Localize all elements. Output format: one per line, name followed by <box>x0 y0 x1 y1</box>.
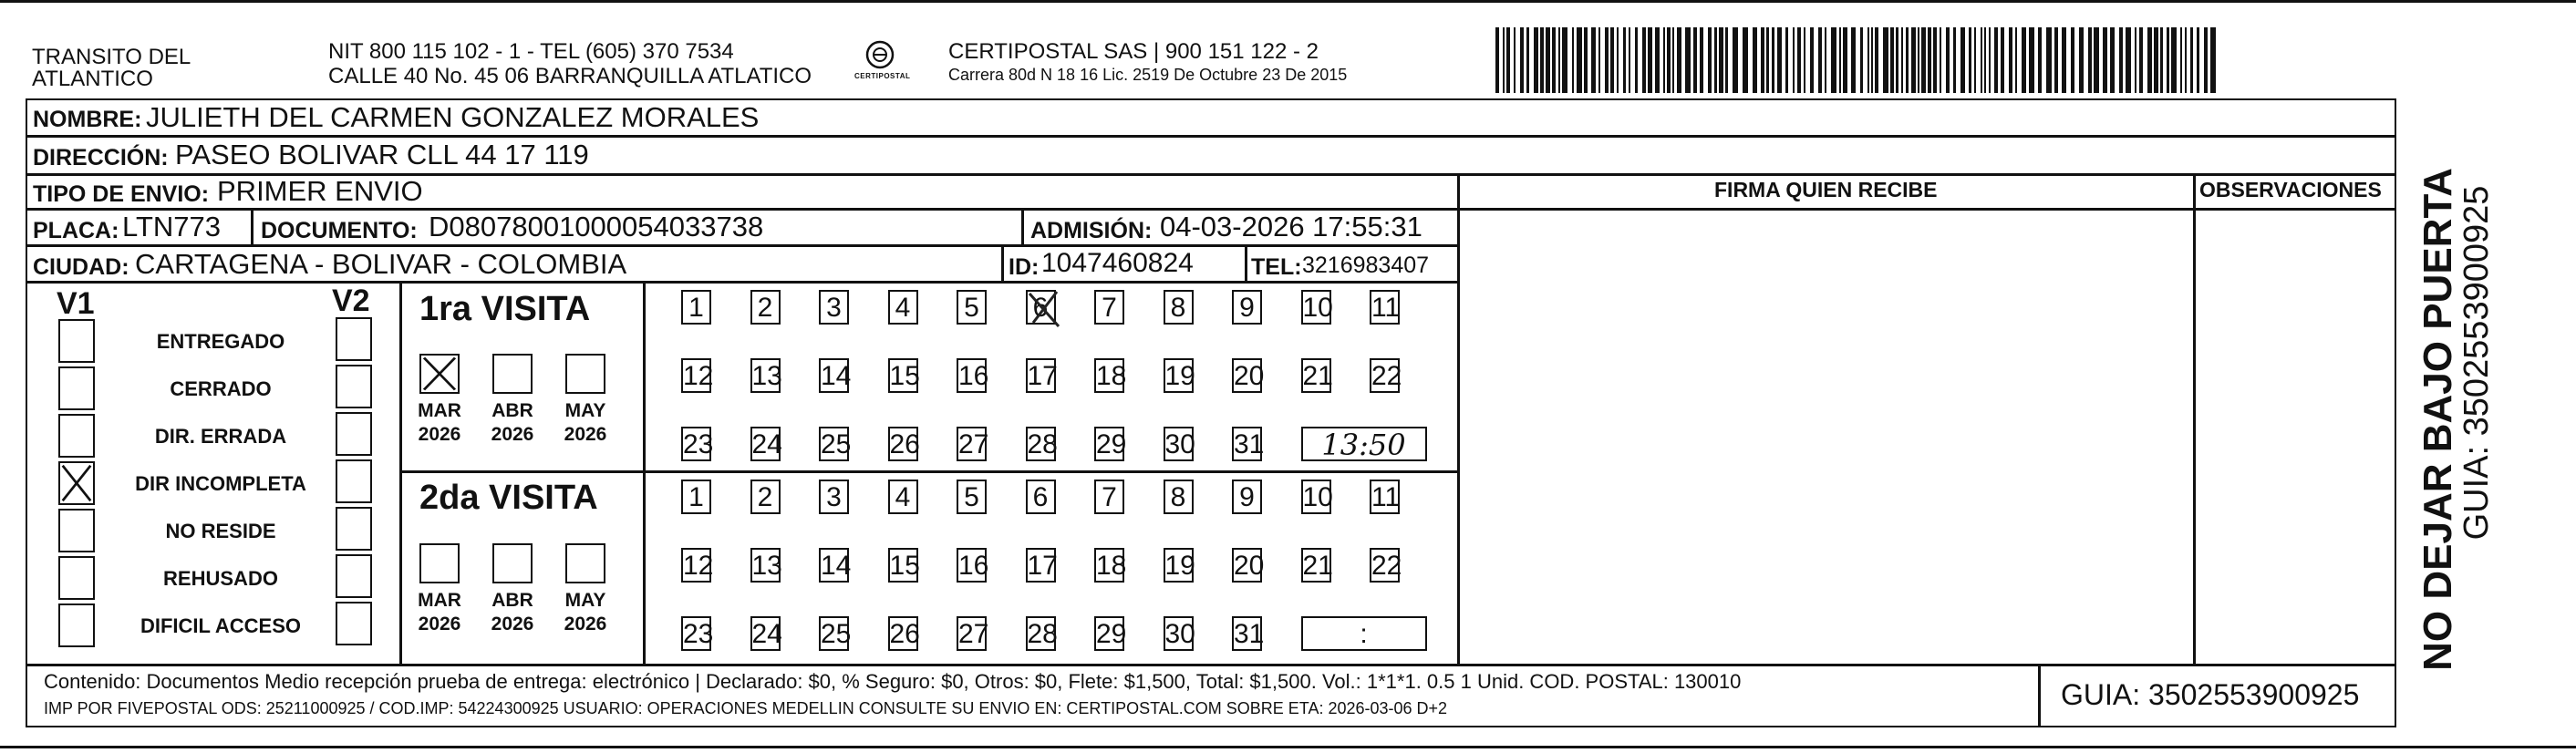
day-box: 13 <box>750 548 781 583</box>
time-box: : <box>1301 616 1427 651</box>
barcode-bar <box>2009 27 2012 93</box>
barcode-bar <box>1928 27 1931 93</box>
barcode-bar <box>1851 27 1856 93</box>
barcode-bar <box>1693 27 1697 93</box>
barcode-bar <box>1797 27 1801 93</box>
barcode-bar <box>1610 27 1614 93</box>
day-box: 30 <box>1164 616 1194 651</box>
bottom-border <box>0 746 2576 748</box>
barcode-bar <box>1906 27 1909 93</box>
day-box: 27 <box>957 427 987 461</box>
month-checkbox <box>565 354 605 394</box>
barcode-bar <box>1642 27 1646 93</box>
day-box: 17 <box>1026 548 1056 583</box>
barcode-bar <box>1918 27 1919 93</box>
day-box: 5 <box>957 290 987 325</box>
day-box: 17 <box>1026 358 1056 393</box>
barcode-bar <box>1839 27 1841 93</box>
barcode-bar <box>2180 27 2182 93</box>
barcode-bar <box>1648 27 1652 93</box>
v2-checkbox <box>336 412 372 456</box>
barcode-bar <box>2171 27 2177 93</box>
day-box: 7 <box>1094 480 1124 514</box>
tel-label: TEL: <box>1251 254 1302 280</box>
month-checkbox <box>419 543 460 583</box>
tel-value: 3216983407 <box>1302 253 1430 278</box>
reason-label: DIR. ERRADA <box>154 425 287 448</box>
day-box: 20 <box>1232 358 1262 393</box>
month-label: ABR 2026 <box>491 590 534 635</box>
barcode-bar <box>2088 27 2092 93</box>
reason-label: ENTREGADO <box>156 330 285 353</box>
barcode-bar <box>1825 27 1826 93</box>
day-box: 1 <box>681 480 711 514</box>
barcode-bar <box>1753 27 1757 93</box>
nit-line: NIT 800 115 102 - 1 - TEL (605) 370 7534 <box>328 39 734 64</box>
barcode-bar <box>1503 27 1505 93</box>
barcode-bar <box>1901 27 1903 93</box>
barcode-bar <box>2015 27 2017 93</box>
barcode-bar <box>1700 27 1703 93</box>
guia-box: GUIA: 3502553900925 <box>2061 678 2360 711</box>
day-box: 2 <box>750 290 781 325</box>
barcode-bar <box>2094 27 2099 93</box>
day-box: 22 <box>1370 548 1400 583</box>
month-label: MAY 2026 <box>564 400 607 446</box>
barcode-bar <box>1719 27 1723 93</box>
first-visit-title: 1ra VISITA <box>419 290 591 328</box>
day-box: 25 <box>819 616 849 651</box>
day-box: 29 <box>1094 616 1124 651</box>
barcode-bar <box>1981 27 1982 93</box>
barcode-bar <box>2046 27 2052 93</box>
v2-label: V2 <box>332 284 370 318</box>
tipo-envio-label: TIPO DE ENVIO: <box>33 181 210 207</box>
barcode-bar <box>1495 27 1499 93</box>
documento-label: DOCUMENTO: <box>261 218 418 243</box>
day-box: 21 <box>1301 358 1331 393</box>
barcode-bar <box>1831 27 1836 93</box>
courier-line: CERTIPOSTAL SAS | 900 151 122 - 2 <box>948 39 1319 64</box>
day-box: 23 <box>681 616 711 651</box>
certipostal-logo-icon <box>853 36 907 91</box>
barcode-bar <box>2062 27 2066 93</box>
day-box: 1 <box>681 290 711 325</box>
barcode-bar <box>1785 27 1788 93</box>
barcode-bar <box>1804 27 1805 93</box>
day-box: 28 <box>1026 616 1056 651</box>
barcode-bar <box>1883 27 1888 93</box>
month-label: ABR 2026 <box>491 400 534 446</box>
barcode-bar <box>1793 27 1795 93</box>
barcode-bar <box>1677 27 1681 93</box>
day-box: 14 <box>819 548 849 583</box>
barcode-bar <box>1911 27 1916 93</box>
barcode-bar <box>1617 27 1619 93</box>
v1-checkbox <box>58 509 95 552</box>
day-box: 8 <box>1164 290 1194 325</box>
barcode-bar <box>1772 27 1774 93</box>
barcode-bar <box>2054 27 2058 93</box>
barcode-bar <box>1940 27 1941 93</box>
day-box: 31 <box>1232 616 1262 651</box>
barcode-bar <box>2038 27 2042 93</box>
license-line: Carrera 80d N 18 16 Lic. 2519 De Octubre 23 De 2015 <box>948 66 1348 84</box>
barcode-bar <box>1629 27 1630 93</box>
barcode-bar <box>1953 27 1956 93</box>
day-box: 4 <box>888 290 918 325</box>
barcode-bar <box>1733 27 1738 93</box>
barcode-bar <box>1714 27 1717 93</box>
day-box: 19 <box>1164 548 1194 583</box>
issuer-name-line2: ATLANTICO <box>32 67 153 91</box>
day-box: 10 <box>1301 290 1331 325</box>
firma-header: FIRMA QUIEN RECIBE <box>1714 178 1938 201</box>
barcode-bar <box>1534 27 1538 93</box>
barcode-bar <box>1584 27 1588 93</box>
barcode-bar <box>1725 27 1728 93</box>
barcode-bar <box>1552 27 1556 93</box>
placa-value: LTN773 <box>122 211 221 242</box>
month-checkbox <box>419 354 460 394</box>
nombre-label: NOMBRE: <box>33 107 142 132</box>
barcode-bar <box>1896 27 1898 93</box>
barcode-bar <box>1875 27 1878 93</box>
day-box: 5 <box>957 480 987 514</box>
nombre-value: JULIETH DEL CARMEN GONZALEZ MORALES <box>146 101 760 133</box>
day-box: 9 <box>1232 480 1262 514</box>
barcode-bar <box>1810 27 1814 93</box>
v2-checkbox <box>336 459 372 503</box>
barcode-bar <box>1860 27 1863 93</box>
day-box: 2 <box>750 480 781 514</box>
barcode-bar <box>1526 27 1529 93</box>
month-checkbox <box>492 354 533 394</box>
v1-checkbox <box>58 603 95 647</box>
barcode-bar <box>1766 27 1769 93</box>
v2-checkbox <box>336 507 372 551</box>
day-box: 3 <box>819 290 849 325</box>
barcode-bar <box>1969 27 1971 93</box>
barcode-bar <box>2154 27 2158 93</box>
v2-checkbox <box>336 365 372 408</box>
day-box: 14 <box>819 358 849 393</box>
reason-label: CERRADO <box>170 377 272 400</box>
barcode-bar <box>1577 27 1582 93</box>
barcode-bar <box>1520 27 1524 93</box>
barcode-bar <box>2079 27 2084 93</box>
direccion-label: DIRECCIÓN: <box>33 145 169 170</box>
day-box: 3 <box>819 480 849 514</box>
v1-checkbox <box>58 461 95 505</box>
barcode-bar <box>1777 27 1782 93</box>
side-guia: GUIA: 3502553900925 <box>2457 185 2496 541</box>
id-value: 1047460824 <box>1041 248 1194 278</box>
imp-line: IMP POR FIVEPOSTAL ODS: 25211000925 / COD.IMP: 54224300925 USUARIO: OPERACIONES MEDELLIN CONSULTE SU ENVIO EN: CERTIPOSTAL.COM SOBRE ETA: 2026-03-06 D+2 <box>44 699 1448 717</box>
barcode-bar <box>2185 27 2187 93</box>
issuer-address: CALLE 40 No. 45 06 BARRANQUILLA ATLATICO <box>328 64 812 88</box>
barcode-bar <box>2139 27 2143 93</box>
v1-checkbox <box>58 366 95 410</box>
barcode-bar <box>1946 27 1950 93</box>
day-box: 6 <box>1026 480 1056 514</box>
ciudad-value: CARTAGENA - BOLIVAR - COLOMBIA <box>135 248 627 280</box>
v2-checkbox <box>336 554 372 598</box>
v1-checkbox <box>58 556 95 600</box>
barcode-bar <box>2001 27 2004 93</box>
barcode-bar <box>1558 27 1560 93</box>
barcode-bar <box>2197 27 2199 93</box>
day-box: 12 <box>681 358 711 393</box>
day-box: 18 <box>1094 358 1124 393</box>
v1-label: V1 <box>57 286 95 321</box>
second-visit-title: 2da VISITA <box>419 479 598 517</box>
barcode-bar <box>2135 27 2136 93</box>
day-box: 25 <box>819 427 849 461</box>
id-label: ID: <box>1009 254 1040 280</box>
barcode-bar <box>1623 27 1626 93</box>
barcode-bar <box>2204 27 2208 93</box>
day-box: 15 <box>888 548 918 583</box>
barcode-bar <box>2071 27 2074 93</box>
day-box: 6 <box>1026 290 1056 325</box>
barcode-bar <box>1591 27 1596 93</box>
observaciones-header: OBSERVACIONES <box>2199 178 2382 201</box>
month-checkbox <box>565 543 605 583</box>
issuer-name-line1: TRANSITO DEL <box>32 45 191 69</box>
barcode-bar <box>1867 27 1869 93</box>
barcode-bar <box>1933 27 1937 93</box>
day-box: 20 <box>1232 548 1262 583</box>
v1-checkbox <box>58 319 95 363</box>
barcode-bar <box>1843 27 1847 93</box>
day-box: 24 <box>750 616 781 651</box>
barcode-bar <box>1506 27 1510 93</box>
barcode-bar <box>1598 27 1600 93</box>
barcode-bar <box>1572 27 1574 93</box>
day-box: 30 <box>1164 427 1194 461</box>
barcode-bar <box>1655 27 1660 93</box>
day-mark-icon <box>1024 286 1064 332</box>
barcode-bar <box>1562 27 1567 93</box>
top-border <box>0 0 2576 3</box>
day-box: 11 <box>1370 480 1400 514</box>
day-box: 11 <box>1370 290 1400 325</box>
day-box: 31 <box>1232 427 1262 461</box>
direccion-value: PASEO BOLIVAR CLL 44 17 119 <box>175 139 589 170</box>
day-box: 15 <box>888 358 918 393</box>
barcode-bar <box>1984 27 1986 93</box>
month-label: MAR 2026 <box>418 400 461 446</box>
barcode-bar <box>1546 27 1550 93</box>
barcode-bar <box>1921 27 1926 93</box>
day-box: 18 <box>1094 548 1124 583</box>
month-label: MAR 2026 <box>418 590 461 635</box>
no-dejar-bajo-puerta: NO DEJAR BAJO PUERTA <box>2416 168 2460 671</box>
barcode-bar <box>2190 27 2193 93</box>
barcode-bar <box>1672 27 1674 93</box>
barcode-bar <box>1663 27 1665 93</box>
barcode-bar <box>1514 27 1516 93</box>
documento-value: D08078001000054033738 <box>429 211 764 242</box>
barcode-bar <box>1974 27 1976 93</box>
day-box: 29 <box>1094 427 1124 461</box>
month-label: MAY 2026 <box>564 590 607 635</box>
barcode-bar <box>1605 27 1609 93</box>
v2-checkbox <box>336 602 372 645</box>
day-box: 26 <box>888 427 918 461</box>
v2-checkbox <box>336 317 372 361</box>
admision-label: ADMISIÓN: <box>1030 218 1153 243</box>
barcode-bar <box>2103 27 2107 93</box>
barcode-bar <box>1871 27 1873 93</box>
ciudad-label: CIUDAD: <box>33 254 129 280</box>
day-box: 8 <box>1164 480 1194 514</box>
barcode-bar <box>1994 27 1998 93</box>
placa-label: PLACA: <box>33 218 119 243</box>
day-box: 9 <box>1232 290 1262 325</box>
day-box: 16 <box>957 358 987 393</box>
day-box: 21 <box>1301 548 1331 583</box>
barcode-icon <box>1495 27 2220 93</box>
reason-label: REHUSADO <box>163 567 278 590</box>
day-box: 24 <box>750 427 781 461</box>
reason-label: NO RESIDE <box>165 520 276 542</box>
barcode-bar <box>1708 27 1712 93</box>
barcode-bar <box>2126 27 2131 93</box>
barcode-bar <box>2110 27 2115 93</box>
admision-value: 04-03-2026 17:55:31 <box>1160 211 1422 242</box>
barcode-bar <box>2160 27 2163 93</box>
barcode-bar <box>1890 27 1894 93</box>
day-box: 4 <box>888 480 918 514</box>
barcode-bar <box>1761 27 1764 93</box>
barcode-bar <box>1685 27 1691 93</box>
barcode-bar <box>2147 27 2152 93</box>
contenido-line: Contenido: Documentos Medio recepción prueba de entrega: electrónico | Declarado: $0, % Seguro: $0, Otros: $0, Flete: $1,500, Total: $1,500. Vol.: 1*1*1. 0.5 1 Unid. COD. POSTAL: 130010 <box>44 670 1742 693</box>
barcode-bar <box>1635 27 1638 93</box>
barcode-bar <box>1960 27 1965 93</box>
barcode-bar <box>1743 27 1748 93</box>
reason-label: DIFICIL ACCESO <box>140 614 301 637</box>
barcode-bar <box>1818 27 1822 93</box>
barcode-bar <box>2119 27 2123 93</box>
logo-text: CERTIPOSTAL <box>854 72 911 80</box>
month-checkbox <box>492 543 533 583</box>
barcode-bar <box>2210 27 2216 93</box>
time-box: 13:50 <box>1301 427 1427 461</box>
day-box: 7 <box>1094 290 1124 325</box>
day-box: 16 <box>957 548 987 583</box>
barcode-bar <box>2022 27 2026 93</box>
reason-label: DIR INCOMPLETA <box>135 472 306 495</box>
day-box: 22 <box>1370 358 1400 393</box>
barcode-bar <box>1540 27 1544 93</box>
day-box: 23 <box>681 427 711 461</box>
day-box: 12 <box>681 548 711 583</box>
barcode-bar <box>2029 27 2034 93</box>
tipo-envio-value: PRIMER ENVIO <box>217 175 423 207</box>
day-box: 26 <box>888 616 918 651</box>
v1-checkbox <box>58 414 95 458</box>
day-box: 10 <box>1301 480 1331 514</box>
day-box: 27 <box>957 616 987 651</box>
barcode-bar <box>1667 27 1671 93</box>
day-box: 19 <box>1164 358 1194 393</box>
day-box: 13 <box>750 358 781 393</box>
day-box: 28 <box>1026 427 1056 461</box>
barcode-bar <box>2167 27 2169 93</box>
barcode-bar <box>1989 27 1991 93</box>
